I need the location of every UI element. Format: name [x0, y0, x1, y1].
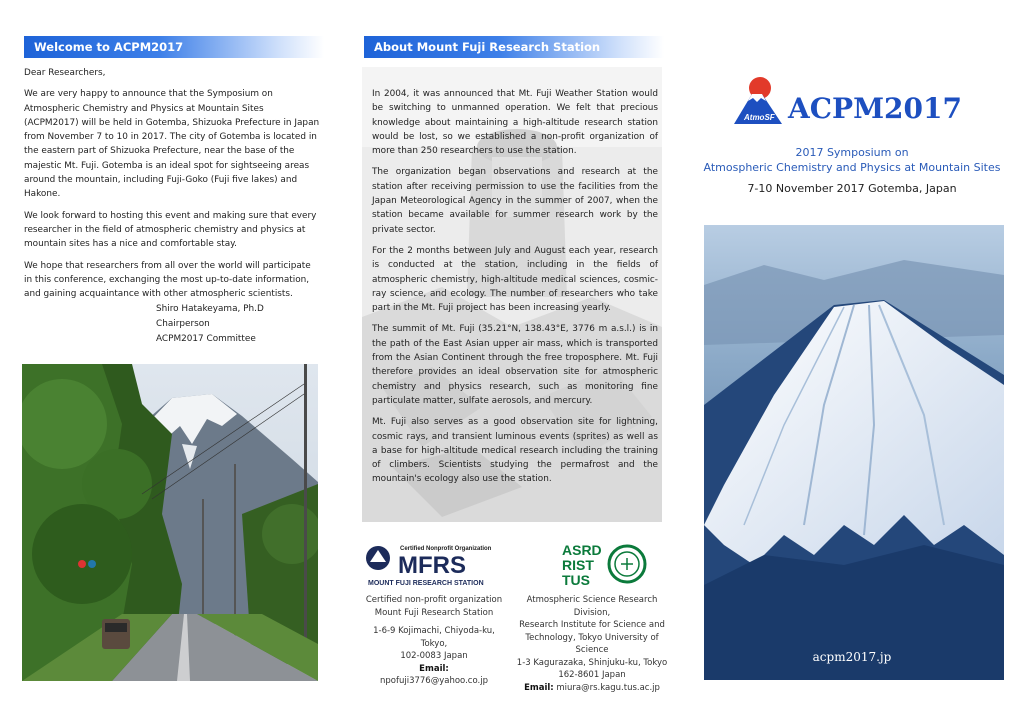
mt-fuji-photo — [704, 225, 1004, 680]
asrd-line: Research Institute for Science and — [519, 620, 665, 630]
asrd-description — [512, 594, 672, 694]
welcome-paragraph: We look forward to hosting this event and making sure that every researcher in the field of atmospheric chemistry and physics at mountain sites has a nice and comfortable stay. — [24, 210, 317, 250]
acpm-title: ACPM2017 — [788, 92, 962, 125]
welcome-paragraph: We are very happy to announce that the Symposium on Atmospheric Chemistry and Physics at Mountain Sites (ACPM2017) will be held in Gotemba, Shizuoka Prefecture in Japan from November 7 to 10 in 2017. The city of Gotemba is located in the eastern part of Shizuoka Prefecture, near the base of the majestic Mt. Fuji. Gotemba is an ideal spot for sightseeing areas around the mountain, including Fuji-Goko (Fuji five lakes) and Hakone. — [24, 89, 320, 200]
website-link[interactable]: acpm2017.jp — [812, 650, 892, 664]
asrd-emblem-icon — [512, 540, 672, 588]
symposium-line-1: 2017 Symposium on — [795, 146, 909, 159]
road-mountain-illustration — [22, 364, 318, 681]
greeting: Dear Researchers, — [24, 68, 106, 78]
mfrs-email-label: Email: — [419, 663, 449, 674]
logo-small-text: AtmoSF — [744, 113, 775, 122]
mfrs-address: 1-6-9 Kojimachi, Chiyoda-ku, Tokyo, — [373, 626, 495, 649]
fuji-logo-icon — [730, 74, 790, 134]
about-paragraph: In 2004, it was announced that Mt. Fuji Weather Station would be switching to unmanned operation. We felt that precious knowledge about maintaining a high-altitude research station would be lost, so we established a non-profit organization of more than 250 researchers to use the station. — [372, 89, 658, 157]
asrd-organization — [512, 540, 672, 694]
signature-block — [156, 302, 264, 347]
mfrs-logo-top: Certified Nonprofit Organization — [400, 546, 492, 552]
welcome-text — [24, 66, 320, 308]
signature-name: Shiro Hatakeyama, Ph.D — [156, 304, 264, 314]
mfrs-email[interactable]: npofuji3776@yahoo.co.jp — [380, 676, 488, 686]
mfrs-logo-big: MFRS — [398, 552, 466, 579]
symposium-line-2: Atmospheric Chemistry and Physics at Mountain Sites — [703, 161, 1001, 174]
about-paragraph: The summit of Mt. Fuji (35.21°N, 138.43°E, 3776 m a.s.l.) is in the path of the East Asian upper air mass, which is transported from the Asian Continent through the free troposphere. Mt. Fuji therefore provides an ideal observation site for atmospheric chemistry and physics research, such as monitoring fine particulate matter, sulfate aerosols, and mercury. — [372, 324, 658, 406]
welcome-paragraph: We hope that researchers from all over the world will participate in this conference, exchanging the most up-to-date information, and gaining acquaintance with other atmospheric scientists. — [24, 260, 311, 300]
about-panel — [340, 0, 680, 705]
mfrs-logo-bottom: MOUNT FUJI RESEARCH STATION — [368, 580, 484, 587]
mfrs-line: Mount Fuji Research Station — [374, 607, 494, 618]
mfrs-address: 102-0083 Japan — [400, 651, 468, 661]
about-paragraph: For the 2 months between July and August each year, research is conducted at the station, including in the fields of atmospheric chemistry, high-altitude medical sciences, cosmic-ray science, and ecology. The number of researchers who take part in the Mt. Fuji project has been increasing yearly. — [372, 245, 658, 314]
asrd-logo-line: ASRD — [562, 542, 602, 558]
symposium-dates: 7-10 November 2017 Gotemba, Japan — [747, 182, 957, 195]
mfrs-organization — [364, 540, 504, 688]
about-header: About Mount Fuji Research Station — [364, 36, 664, 58]
about-text — [372, 87, 658, 494]
asrd-email-label: Email: — [524, 682, 554, 693]
asrd-email[interactable]: miura@rs.kagu.tus.ac.jp — [556, 682, 660, 693]
asrd-address: 1-3 Kagurazaka, Shinjuku-ku, Tokyo — [516, 657, 668, 668]
mt-fuji-illustration — [704, 225, 1004, 680]
asrd-address: 162-8601 Japan — [558, 670, 626, 680]
mfrs-logo — [364, 540, 504, 588]
mfrs-line: Certified non-profit organization — [365, 595, 503, 605]
mfrs-email-row — [364, 663, 504, 688]
asrd-logo — [512, 540, 672, 588]
mfrs-description — [364, 594, 504, 688]
asrd-logo-line: TUS — [562, 572, 590, 588]
cover-panel — [680, 0, 1024, 705]
asrd-email-row — [512, 682, 672, 695]
signature-role: Chairperson — [156, 319, 210, 329]
road-mountain-photo — [22, 364, 318, 681]
signature-committee: ACPM2017 Committee — [156, 334, 256, 344]
welcome-panel — [0, 0, 340, 705]
about-paragraph: The organization began observations and research at the station after receiving permission to use the facilities from the Japan Meteorological Agency in the summer of 2007, when the station became available for summer research work by the private sector. — [372, 167, 658, 235]
asrd-logo-line: RIST — [562, 557, 594, 573]
mfrs-emblem-icon — [364, 540, 504, 588]
about-paragraph: Mt. Fuji also serves as a good observation site for lightning, cosmic rays, and transient luminous events (sprites) as well as a base for high-altitude medical research including the training of climbers. Scientists studying the permafrost and the mountain's ecology also use the station. — [372, 417, 658, 485]
asrd-line: Atmospheric Science Research Division, — [526, 595, 658, 618]
welcome-header: Welcome to ACPM2017 — [24, 36, 324, 58]
asrd-line: Technology, Tokyo University of Science — [525, 632, 659, 655]
